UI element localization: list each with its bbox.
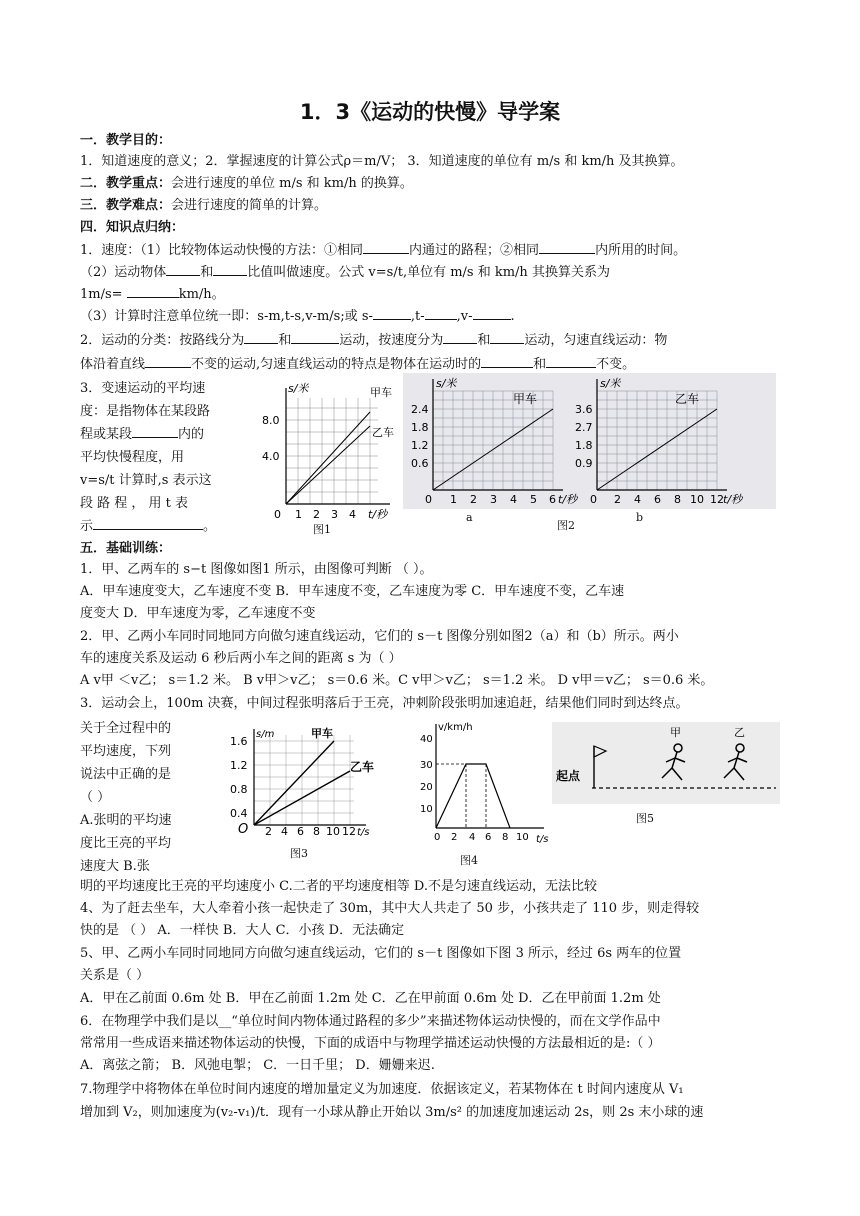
x-tick: 8: [502, 832, 509, 843]
speed-trapezoid-line: [436, 764, 510, 828]
question-1-options-b: 度变大 D．甲车速度为零，乙车速度不变: [80, 606, 316, 621]
section-heading: 五．基础训练：: [80, 541, 172, 556]
blank: [443, 329, 477, 344]
figure-1-caption: 图1: [313, 523, 331, 536]
x-tick: 10: [326, 825, 340, 838]
text: ,t-: [410, 309, 425, 324]
blank: [481, 353, 533, 368]
text: 运动，匀速直线运动：物: [524, 333, 668, 348]
question-2-line-2: 车的速度关系及运动 6 秒后两小车之间的距离 s 为（ ）: [80, 651, 402, 666]
text: 平均快慢程度，用: [80, 450, 185, 465]
text: 和: [533, 357, 547, 372]
y-tick: 4.0: [262, 450, 280, 463]
x-axis-label: t/秒: [558, 493, 578, 506]
y-tick: 0.4: [230, 807, 248, 820]
y-axis-label: s/米: [436, 377, 457, 390]
x-tick: 12: [342, 825, 356, 838]
runner-label: 甲: [670, 726, 681, 739]
y-tick: 1.8: [411, 421, 429, 434]
x-axis-label: t/秒: [723, 493, 743, 506]
x-tick: 6: [654, 493, 661, 506]
runner-label: 乙: [734, 726, 745, 739]
question-2-options: A v甲 ＜v乙； s＝1.2 米。 B v甲＞v乙； s＝0.6 米。C v甲＞v乙； s＝1.2 米。 D v甲＝v乙； s＝0.6 米。: [80, 673, 714, 688]
figure-4-chart: [414, 718, 554, 846]
question-7-line-2: 增加到 V₂，则加速度为(v₂-v₁)/t．现有一小球从静止开始以 3m/s² 的加速度加速运动 2s，则 2s 末小球的速: [80, 1105, 704, 1120]
x-tick: 1: [295, 508, 302, 521]
x-tick: 4: [510, 493, 517, 506]
text: 速度大 B.张: [80, 859, 150, 874]
x-tick: 10: [690, 493, 704, 506]
text: 内所用的时间。: [595, 243, 687, 258]
series-line-jia: [254, 741, 334, 825]
figure-2-caption: 图2: [557, 519, 575, 532]
text: 关于全过程中的: [80, 721, 172, 736]
question-7-line-1: 7.物理学中将物体在单位时间内速度的增加量定义为加速度．依据该定义，若某物体在 t 时间内速度从 V₁: [80, 1082, 684, 1097]
blank: [373, 305, 411, 320]
question-2-line-1: 2．甲、乙两小车同时同地同方向做匀速直线运动，它们的 s－t 图像分别如图2（a）和（b）所示。两小: [80, 629, 679, 644]
section-heading: 三．教学难点：: [80, 198, 172, 213]
y-axis-label: s/m: [256, 729, 275, 740]
series-line-jia: [286, 412, 370, 504]
text: 示: [80, 519, 94, 534]
figure-background: [552, 722, 780, 804]
x-tick: 8: [674, 493, 681, 506]
x-tick: 4: [469, 832, 476, 843]
x-tick: 6: [485, 832, 492, 843]
blank: [145, 353, 191, 368]
blank: [425, 305, 457, 320]
y-tick: 0.6: [411, 457, 429, 470]
text: 不变。: [596, 357, 636, 372]
text: 2．运动的分类：按路线分为: [80, 333, 245, 348]
section-text: 会进行速度的简单的计算。: [171, 198, 328, 213]
text: A.张明的平均速: [80, 813, 172, 828]
knowledge-line-2: [80, 261, 780, 283]
y-axis-label: s/米: [288, 382, 309, 395]
y-tick: 8.0: [262, 414, 280, 427]
y-tick: 1.2: [411, 439, 429, 452]
blank: [213, 261, 247, 276]
blank: [244, 329, 278, 344]
question-3-options: 明的平均速度比王亮的平均速度小 C.二者的平均速度相等 D.不是匀速直线运动，无法比较: [80, 879, 597, 894]
figure-2b-caption: b: [636, 511, 644, 524]
knowledge-line-3: [80, 283, 780, 305]
text: 内通过的路程；②相同: [409, 243, 540, 258]
text: 度：是指物体在某段路: [80, 404, 211, 419]
blank: [132, 423, 178, 438]
section-2: [80, 173, 780, 194]
section-4: [80, 217, 780, 238]
blank: [291, 329, 339, 344]
text: 不变的运动,匀速直线运动的特点是物体在运动时的: [191, 357, 482, 372]
y-tick: 20: [420, 782, 433, 793]
figure-2a-caption: a: [466, 511, 473, 524]
text: （3）计算时注意单位统一即：s-m,t-s,v-m/s;或 s-: [80, 309, 373, 324]
x-axis-label: t/s: [536, 834, 549, 845]
x-tick: 2: [265, 825, 272, 838]
origin-label: O: [238, 822, 249, 837]
x-tick: 8: [313, 825, 320, 838]
x-tick: 0: [425, 493, 432, 506]
knowledge-line-5: [80, 329, 780, 351]
figure-5-caption: 图5: [636, 812, 654, 825]
x-tick: 2: [451, 832, 458, 843]
blank: [93, 515, 203, 530]
question-3-wrapped-text: [80, 717, 198, 878]
knowledge-line-1: [80, 239, 780, 261]
series-line-yi: [286, 426, 370, 504]
text: 和: [200, 265, 214, 280]
text: 和: [477, 333, 491, 348]
section-3: [80, 195, 780, 216]
question-5-line-2: 关系是（ ）: [80, 968, 150, 983]
text: 说法中正确的是: [80, 767, 172, 782]
text: 和: [278, 333, 292, 348]
text: 运动，按速度分为: [339, 333, 444, 348]
blank: [166, 261, 200, 276]
series-label: 乙车: [372, 426, 394, 439]
text: 程或某段: [80, 427, 133, 442]
section-text: 会进行速度的单位 m/s 和 km/h 的换算。: [171, 176, 413, 191]
x-tick: 0: [434, 832, 441, 843]
start-label: 起点: [556, 769, 581, 783]
blank: [539, 239, 595, 254]
average-speed-paragraph: [80, 377, 242, 538]
blank: [490, 329, 524, 344]
section-5: [80, 538, 780, 559]
figure-3-caption: 图3: [290, 847, 308, 860]
x-tick: 0: [590, 493, 597, 506]
question-5-options: A．甲在乙前面 0.6m 处 B．甲在乙前面 1.2m 处 C．乙在甲前面 0.6m 处 D．乙在甲前面 1.2m 处: [80, 991, 661, 1006]
x-axis-label: t/秒: [368, 508, 388, 521]
question-6-line-2: 常常用一些成语来描述物体运动的快慢，下面的成语中与物理学描述运动快慢的方法最相近的是:（ ）: [80, 1036, 661, 1051]
figure-3-chart: [226, 725, 382, 837]
x-tick: 3: [331, 508, 338, 521]
y-tick: 2.7: [575, 421, 593, 434]
x-tick: 4: [349, 508, 356, 521]
text: v=s/t 计算时,s 表示这: [80, 473, 212, 488]
x-tick: 2: [614, 493, 621, 506]
y-tick: 1.6: [230, 735, 248, 748]
figure-5-illustration: [552, 722, 780, 804]
text: （ ）: [80, 790, 111, 805]
x-tick: 0: [274, 508, 281, 521]
x-tick: 6: [297, 825, 304, 838]
text: 比值叫做速度。公式 v=s/t,单位有 m/s 和 km/h 其换算关系为: [247, 265, 610, 280]
y-tick: 2.4: [411, 403, 429, 416]
figure-4-caption: 图4: [460, 854, 478, 867]
knowledge-line-6: [80, 353, 780, 375]
x-tick: 10: [516, 832, 529, 843]
text: 1m/s=: [80, 287, 123, 302]
y-tick: 10: [420, 804, 433, 815]
section-heading: 四．知识点归纳：: [80, 220, 185, 235]
text-with-blank: [80, 423, 242, 446]
text: 1．速度：（1）比较物体运动快慢的方法：①相同: [80, 243, 364, 258]
blank: [473, 305, 511, 320]
text-with-blank: 示 。: [80, 515, 242, 538]
x-tick: 2: [470, 493, 477, 506]
figure-2b-chart: [575, 373, 776, 509]
question-3: 3．运动会上，100m 决赛，中间过程张明落后于王亮，冲刺阶段张明加速追赶，结果他们同时到达终点。: [80, 696, 689, 711]
y-axis-label: v/km/h: [438, 722, 473, 733]
x-tick: 5: [530, 493, 537, 506]
question-1: 1．甲、乙两车的 s−t 图像如图1 所示，由图像可判断 （ ）。: [80, 562, 433, 577]
text: .: [510, 309, 515, 324]
blank: [363, 239, 409, 254]
knowledge-line-4: [80, 305, 780, 327]
figure-1-chart: [258, 378, 404, 528]
text: 平均速度，下列: [80, 744, 172, 759]
text: 内的: [178, 427, 205, 442]
text: 段 路 程 ， 用 t 表: [80, 496, 189, 511]
y-axis-label: s/米: [600, 377, 621, 390]
x-axis-label: t/s: [357, 827, 370, 838]
y-tick: 1.8: [575, 439, 593, 452]
section-heading: 二．教学重点：: [80, 176, 172, 191]
text: 3．变速运动的平均速: [80, 381, 206, 396]
x-tick: 3: [490, 493, 497, 506]
page-title: 1．3《运动的快慢》导学案: [299, 100, 561, 124]
series-label: 甲车: [513, 392, 538, 406]
text: （2）运动物体: [80, 265, 167, 280]
question-4-line-2: 快的是 （ ） A．一样快 B．大人 C．小孩 D．无法确定: [80, 923, 405, 938]
figure-2a-chart: [403, 373, 583, 509]
question-6-line-1: 6．在物理学中我们是以__“单位时间内物体通过路程的多少”来描述物体运动快慢的，而在文学作品中: [80, 1014, 661, 1029]
blank: [127, 283, 179, 298]
series-label: 乙车: [675, 392, 700, 406]
x-tick: 4: [281, 825, 288, 838]
y-tick: 1.2: [230, 759, 248, 772]
x-tick: 1: [450, 493, 457, 506]
question-4-line-1: 4、为了赶去坐车，大人牵着小孩一起快走了 30m，其中大人共走了 50 步，小孩共走了 110 步，则走得较: [80, 901, 700, 916]
section-heading: 一．教学目的：: [80, 133, 172, 148]
blank: [546, 353, 596, 368]
x-tick: 12: [710, 493, 724, 506]
series-label: 乙车: [350, 760, 375, 774]
y-tick: 3.6: [575, 403, 593, 416]
series-label: 甲车: [370, 386, 392, 399]
text: 度比王亮的平均: [80, 836, 172, 851]
question-6-options: A．离弦之箭； B．风弛电掣； C．一日千里； D．姗姗来迟.: [80, 1058, 435, 1073]
question-5-line-1: 5、甲、乙两小车同时同地同方向做匀速直线运动，它们的 s－t 图像如下图 3 所示，经过 6s 两车的位置: [80, 946, 682, 961]
question-1-options-a: A．甲车速度变大，乙车速度不变 B．甲车速度不变，乙车速度为零 C．甲车速度不变，乙车速: [80, 584, 625, 599]
text: km/h。: [178, 287, 225, 302]
section-1: [80, 130, 780, 151]
y-tick: 0.8: [230, 783, 248, 796]
x-tick: 4: [634, 493, 641, 506]
x-tick: 6: [549, 493, 556, 506]
y-tick: 0.9: [575, 457, 593, 470]
x-tick: 2: [313, 508, 320, 521]
text: ,v-: [456, 309, 473, 324]
series-label: 甲车: [311, 727, 333, 740]
y-tick: 40: [420, 734, 433, 745]
text: 体沿着直线: [80, 357, 146, 372]
y-tick: 30: [420, 760, 433, 771]
section-1-body: 1．知道速度的意义；2．掌握速度的计算公式ρ＝m/V； 3．知道速度的单位有 m/s 和 km/h 及其换算。: [80, 154, 684, 169]
